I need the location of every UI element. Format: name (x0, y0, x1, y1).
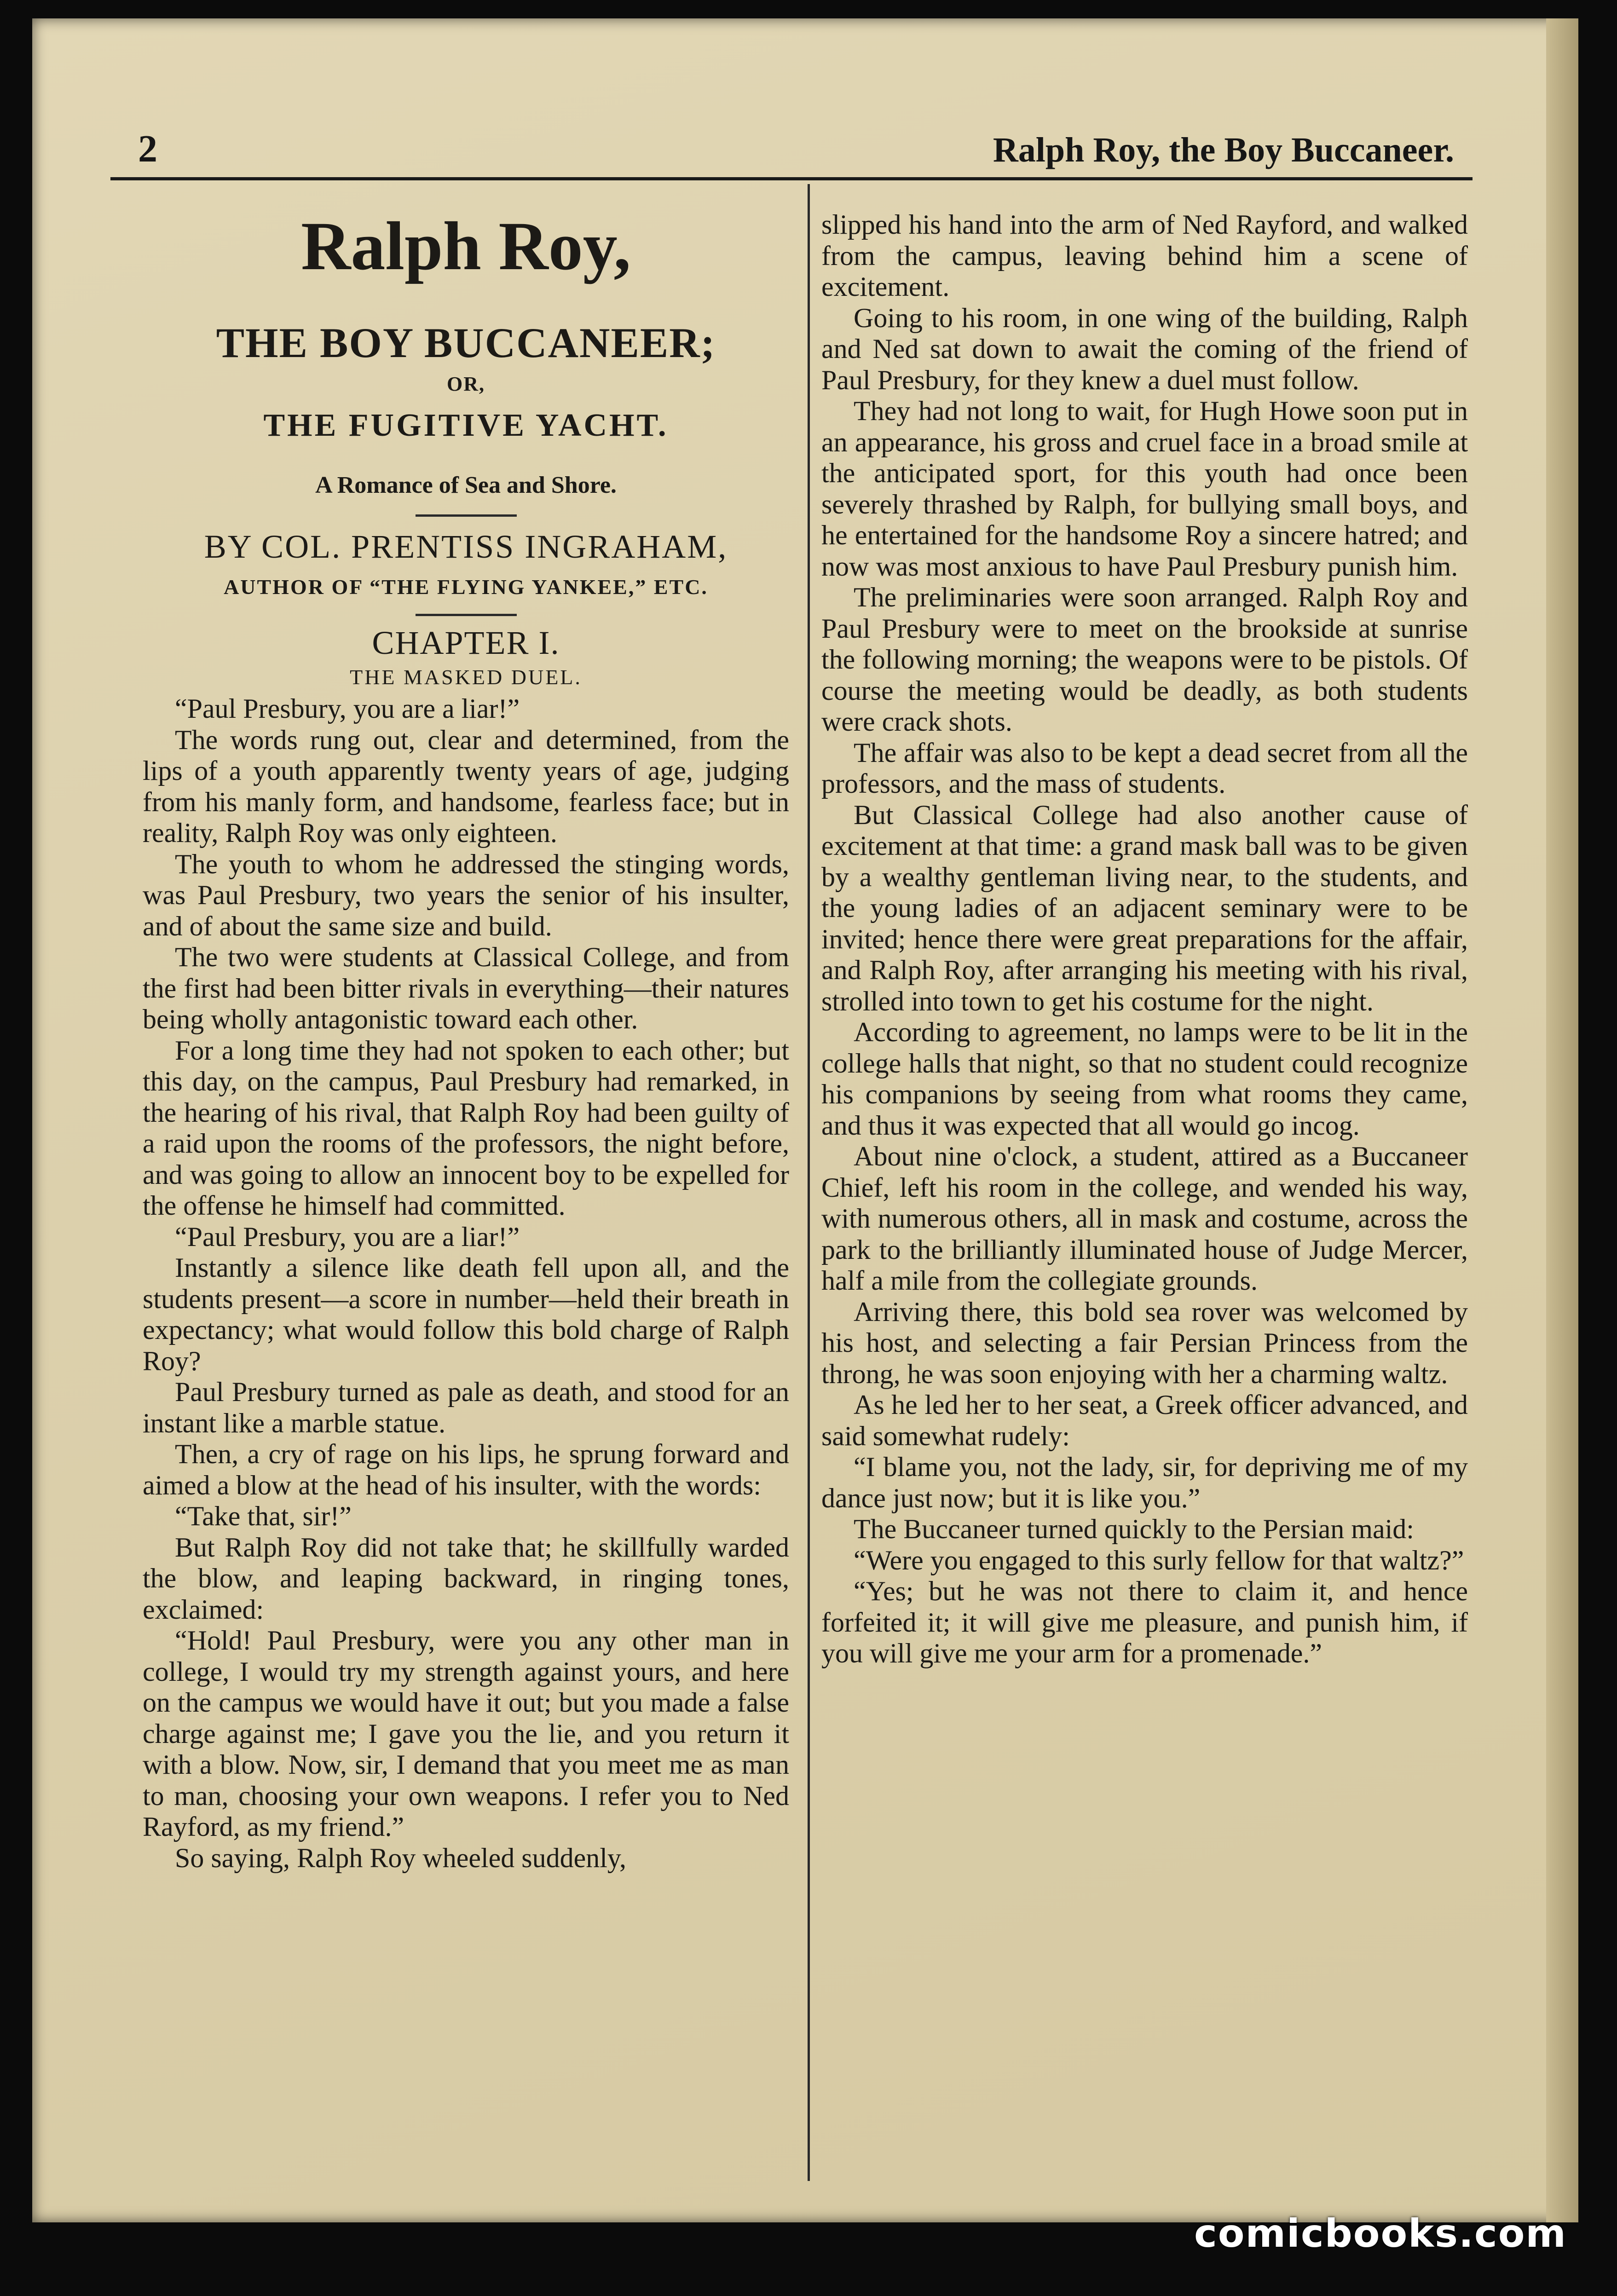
paragraph: “Paul Presbury, you are a liar!” (175, 693, 520, 724)
running-title: Ralph Roy, the Boy Buccaneer. (993, 131, 1454, 169)
chapter-title: THE MASKED DUEL. (350, 665, 582, 689)
column-divider (808, 184, 810, 2181)
paragraph: Arriving there, this bold sea rover was welcomed by his host, and selecting a fair Persian Princess from the throng, he was soon enjoying with her a charming waltz. (821, 1296, 1468, 1389)
paragraph: Then, a cry of rage on his lips, he sprung forward and aimed a blow at the head of his insulter, with the words: (143, 1439, 789, 1500)
page-number: 2 (138, 127, 157, 170)
paragraph: slipped his hand into the arm of Ned Rayford, and walked from the campus, leaving behind him a scene of excitement. (821, 209, 1468, 302)
paragraph: About nine o'clock, a student, attired as a Buccaneer Chief, left his room in the college, and wended his way, with numerous others, all in mask and costume, across the park to the brilliantly illuminated house of Judge Mercer, half a mile from the collegiate grounds. (821, 1141, 1468, 1296)
paragraph: For a long time they had not spoken to each other; but this day, on the campus, Paul Presbury had remarked, in the hearing of his rival, that Ralph Roy had been guilty of a raid upon the rooms of the professors, the night before, and was going to allow an innocent boy to be expelled for the offense he himself had committed. (143, 1035, 789, 1221)
paragraph: “Paul Presbury, you are a liar!” (175, 1221, 520, 1252)
paragraph: “Were you engaged to this surly fellow for that waltz?” (854, 1545, 1464, 1575)
paragraph: But Classical College had also another cause of excitement at that time: a grand mask ball was to be given by a wealthy gentleman living near, to the students, and the young ladies of an adjacent seminary were to be invited; hence there were great preparations for the affair, and Ralph Roy, after arranging his meeting with his rival, strolled into town to get his costume for the night. (821, 799, 1468, 1016)
paragraph: The youth to whom he addressed the stinging words, was Paul Presbury, two years the senior of his insulter, and of about the same size and build. (143, 848, 789, 941)
story-tagline: A Romance of Sea and Shore. (315, 472, 617, 498)
paragraph: Going to his room, in one wing of the building, Ralph and Ned sat down to await the coming of the friend of Paul Presbury, for they knew a duel must follow. (821, 302, 1468, 395)
paragraph: “Take that, sir!” (175, 1501, 352, 1531)
paragraph: Instantly a silence like death fell upon all, and the students present—a score in number—held their breath in expectancy; what would follow this bold charge of Ralph Roy? (143, 1252, 789, 1376)
paragraph: “Yes; but he was not there to claim it, and hence forfeited it; it will give me pleasure, and punish him, if you will give me your arm for a promenade.” (821, 1576, 1468, 1668)
paragraph: The two were students at Classical College, and from the first had been bitter rivals in everything—their natures being wholly antagonistic toward each other. (143, 942, 789, 1034)
story-title: Ralph Roy, (301, 208, 631, 284)
watermark: comicbooks.com (1194, 2211, 1567, 2256)
paragraph: But Ralph Roy did not take that; he skillfully warded the blow, and leaping backward, in ringing tones, exclaimed: (143, 1532, 789, 1625)
page-edge (1546, 18, 1578, 2222)
chapter-heading: CHAPTER I. (372, 624, 560, 661)
paragraph: As he led her to her seat, a Greek officer advanced, and said somewhat rudely: (821, 1390, 1468, 1451)
paragraph: They had not long to wait, for Hugh Howe soon put in an appearance, his gross and cruel face in a broad smile at the anticipated sport, for this youth had once been severely thrashed by Ralph, for bullying small boys, and he entertained for the handsome Roy a sincere hatred; and now was most anxious to have Paul Presbury punish him. (821, 396, 1468, 582)
story-alt-title: THE FUGITIVE YACHT. (263, 408, 669, 443)
paragraph: “Hold! Paul Presbury, were you any other man in college, I would try my strength against yours, and here on the campus we would have it out; but you made a false charge against me; I gave you the lie, and you return it with a blow. Now, sir, I demand that you meet me as man to man, choosing your own weapons. I refer you to Ned Rayford, as my friend.” (143, 1625, 789, 1842)
byline: BY COL. PRENTISS INGRAHAM, (204, 528, 728, 565)
paragraph: The Buccaneer turned quickly to the Persian maid: (854, 1514, 1414, 1544)
story-subtitle: THE BOY BUCCANEER; (216, 319, 716, 366)
left-column (143, 198, 789, 1874)
paragraph: Paul Presbury turned as pale as death, and stood for an instant like a marble statue. (143, 1377, 789, 1438)
paragraph: So saying, Ralph Roy wheeled suddenly, (175, 1842, 627, 1873)
page-header (110, 117, 1473, 180)
paragraph: According to agreement, no lamps were to be lit in the college halls that night, so that no student could recognize his companions by seeing from what rooms they came, and thus it was expected that all would go incog. (821, 1017, 1468, 1141)
paragraph: The words rung out, clear and determined, from the lips of a youth apparently twenty years of age, judging from his manly form, and handsome, fearless face; but in reality, Ralph Roy was only eighteen. (143, 724, 789, 848)
right-column (821, 209, 1468, 1669)
paragraph: The preliminaries were soon arranged. Ralph Roy and Paul Presbury were to meet on the brookside at sunrise the following morning; the weapons were to be pistols. Of course the meeting would be deadly, as both students were crack shots. (821, 582, 1468, 737)
short-rule (416, 614, 517, 616)
short-rule (416, 514, 517, 517)
or-separator: OR, (447, 373, 485, 395)
author-credit: AUTHOR OF “THE FLYING YANKEE,” ETC. (224, 575, 708, 599)
paragraph: The affair was also to be kept a dead secret from all the professors, and the mass of students. (821, 737, 1468, 799)
paragraph: “I blame you, not the lady, sir, for depriving me of my dance just now; but it is like you.” (821, 1452, 1468, 1513)
